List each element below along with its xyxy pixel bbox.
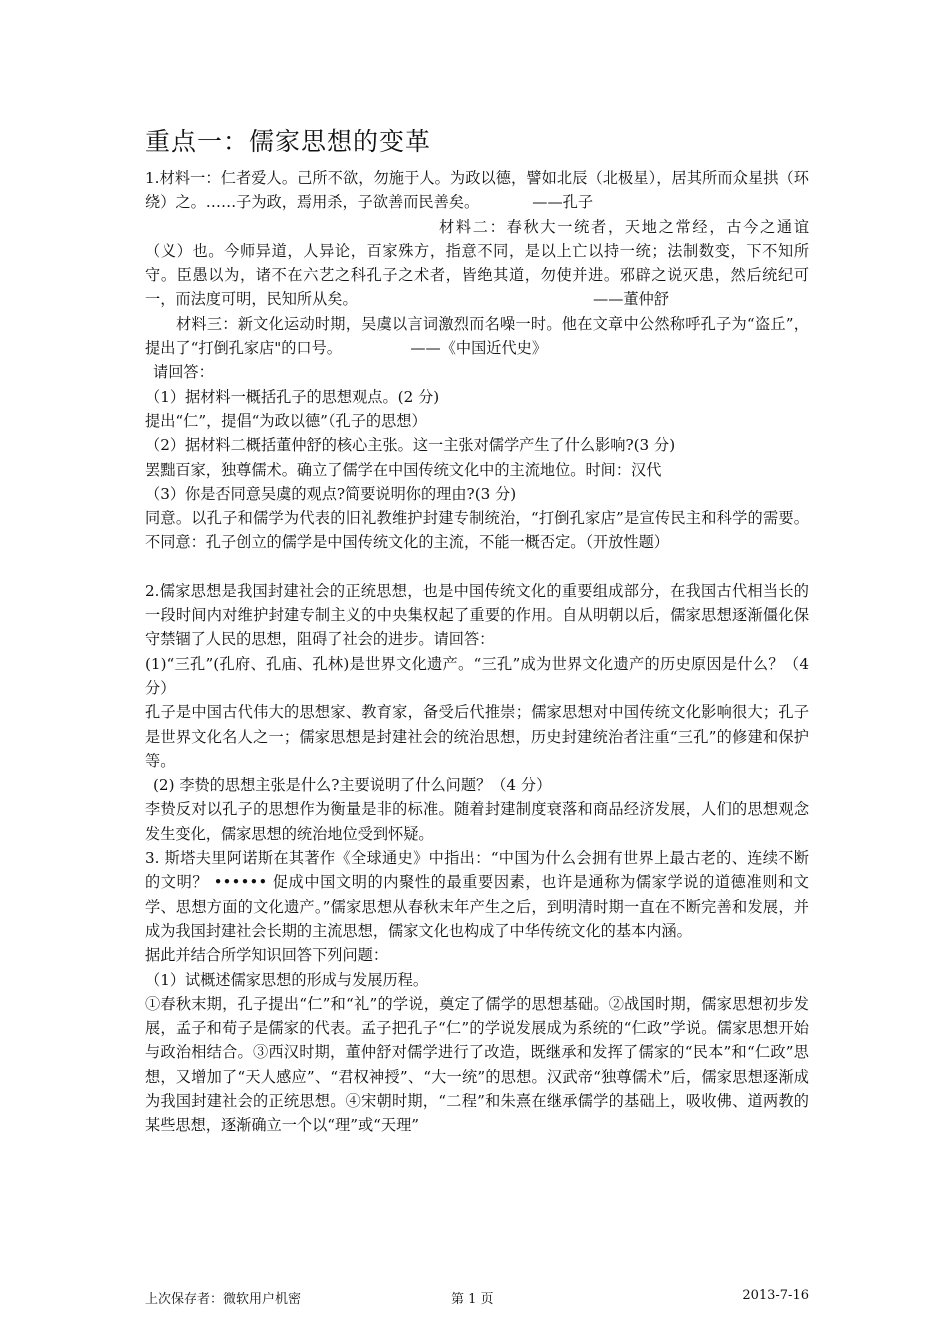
q1-question-2: （2）据材料二概括董仲舒的核心主张。这一主张对儒学产生了什么影响?(3 分) <box>145 436 676 455</box>
q1-answer-1: 提出“仁”，提倡“为政以德”（孔子的思想） <box>145 411 427 430</box>
q3-prompt: 据此并结合所学知识回答下列问题： <box>145 946 388 965</box>
q1-question-3: （3）你是否同意吴虞的观点?简要说明你的理由?(3 分) <box>145 484 517 503</box>
q2-question-1: (1)“三孔”(孔府、孔庙、孔林)是世界文化遗产。“三孔”成为世界文化遗产的历史原因是什么？（4 分） <box>145 654 809 697</box>
footer-date: 2013-7-16 <box>742 1288 809 1303</box>
q2-answer-1: 孔子是中国古代伟大的思想家、教育家，备受后代推崇；儒家思想对中国传统文化影响很大；孔子是世界文化名人之一；儒家思想是封建社会的统治思想，历史封建统治者注重“三孔”的修建和保护等。 <box>145 703 809 770</box>
q1-material-2: 材料二：春秋大一统者，天地之常经，古今之通谊（义）也。今师异道，人异论，百家殊方，指意不同，是以上亡以持一统；法制数变，下不知所守。臣愚以为，诸不在六艺之科孔子之术者，皆绝其道，勿使并进。邪辟之说灭患，然后统纪可一，而法度可明，民知所从矣。 ——董仲舒 <box>145 217 809 309</box>
q2-intro: 2.儒家思想是我国封建社会的正统思想，也是中国传统文化的重要组成部分，在我国古代相当长的一段时间内对维护封建专制主义的中央集权起了重要的作用。自从明朝以后，儒家思想逐渐僵化保守禁锢了人民的思想，阻碍了社会的进步。请回答： <box>145 581 809 649</box>
q1-answer-2: 罢黜百家，独尊儒术。确立了儒学在中国传统文化中的主流地位。时间：汉代 <box>145 460 662 479</box>
q2-question-2: (2) 李贽的思想主张是什么?主要说明了什么问题？（4 分） <box>153 776 552 795</box>
q1-material-3: 材料三：新文化运动时期，吴虞以言词激烈而名噪一时。他在文章中公然称呼孔子为“盗丘”，提出了“打倒孔家店"的口号。 ——《中国近代史》 <box>145 314 809 358</box>
footer-saved-by: 上次保存者：微软用户机密 <box>145 1292 302 1307</box>
footer-page-number: 第 1 页 <box>451 1292 494 1307</box>
q1-question-1: （1）据材料一概括孔子的思想观点。(2 分) <box>145 387 440 406</box>
paragraph-gap <box>145 555 809 579</box>
q3-intro: 3. 斯塔夫里阿诺斯在其著作《全球通史》中指出：“中国为什么会拥有世界上最古老的、连续不断的文明？ •••••• 促成中国文明的内聚性的最重要因素，也许是通称为儒家学说的道德准则和文学、思想方面的文化遗产。”儒家思想从春秋末年产生之后，到明清时期一直在不断完善和发展，并成为我国封建社会长期的主流思想，儒家文化也构成了中华传统文化的基本内涵。 <box>145 849 809 940</box>
q3-question-1: （1）试概述儒家思想的形成与发展历程。 <box>145 970 429 989</box>
section-title: 重点一：儒家思想的变革 <box>145 127 432 156</box>
document-body <box>145 166 809 1138</box>
q2-answer-2: 李贽反对以孔子的思想作为衡量是非的标准。随着封建制度衰落和商品经济发展，人们的思想观念发生变化，儒家思想的统治地位受到怀疑。 <box>145 800 809 843</box>
q1-prompt: 请回答： <box>153 363 214 382</box>
q3-answer-1: ①春秋末期，孔子提出“仁”和“礼”的学说，奠定了儒学的思想基础。②战国时期，儒家思想初步发展，孟子和荀子是儒家的代表。孟子把孔子“仁”的学说发展成为系统的“仁政”学说。儒家思想开始与政治相结合。③西汉时期，董仲舒对儒学进行了改造，既继承和发挥了儒家的“民本”和“仁政”思想，又增加了“天人感应”、“君权神授”、“大一统”的思想。汉武帝“独尊儒术”后，儒家思想逐渐成为我国封建社会的正统思想。④宋朝时期，“二程”和朱熹在继承儒学的基础上，吸收佛、道两教的某些思想，逐渐确立一个以“理”或“天理” <box>145 994 809 1135</box>
q1-material-1: 1.材料一：仁者爱人。己所不欲，勿施于人。为政以德，譬如北辰（北极星），居其所而众星拱（环绕）之。……子为政，焉用杀，子欲善而民善矣。 ——孔子 <box>145 169 809 212</box>
q1-answer-3: 同意。以孔子和儒学为代表的旧礼教维护封建专制统治，“打倒孔家店”是宣传民主和科学的需要。不同意：孔子创立的儒学是中国传统文化的主流，不能一概否定。（开放性题） <box>145 509 809 552</box>
